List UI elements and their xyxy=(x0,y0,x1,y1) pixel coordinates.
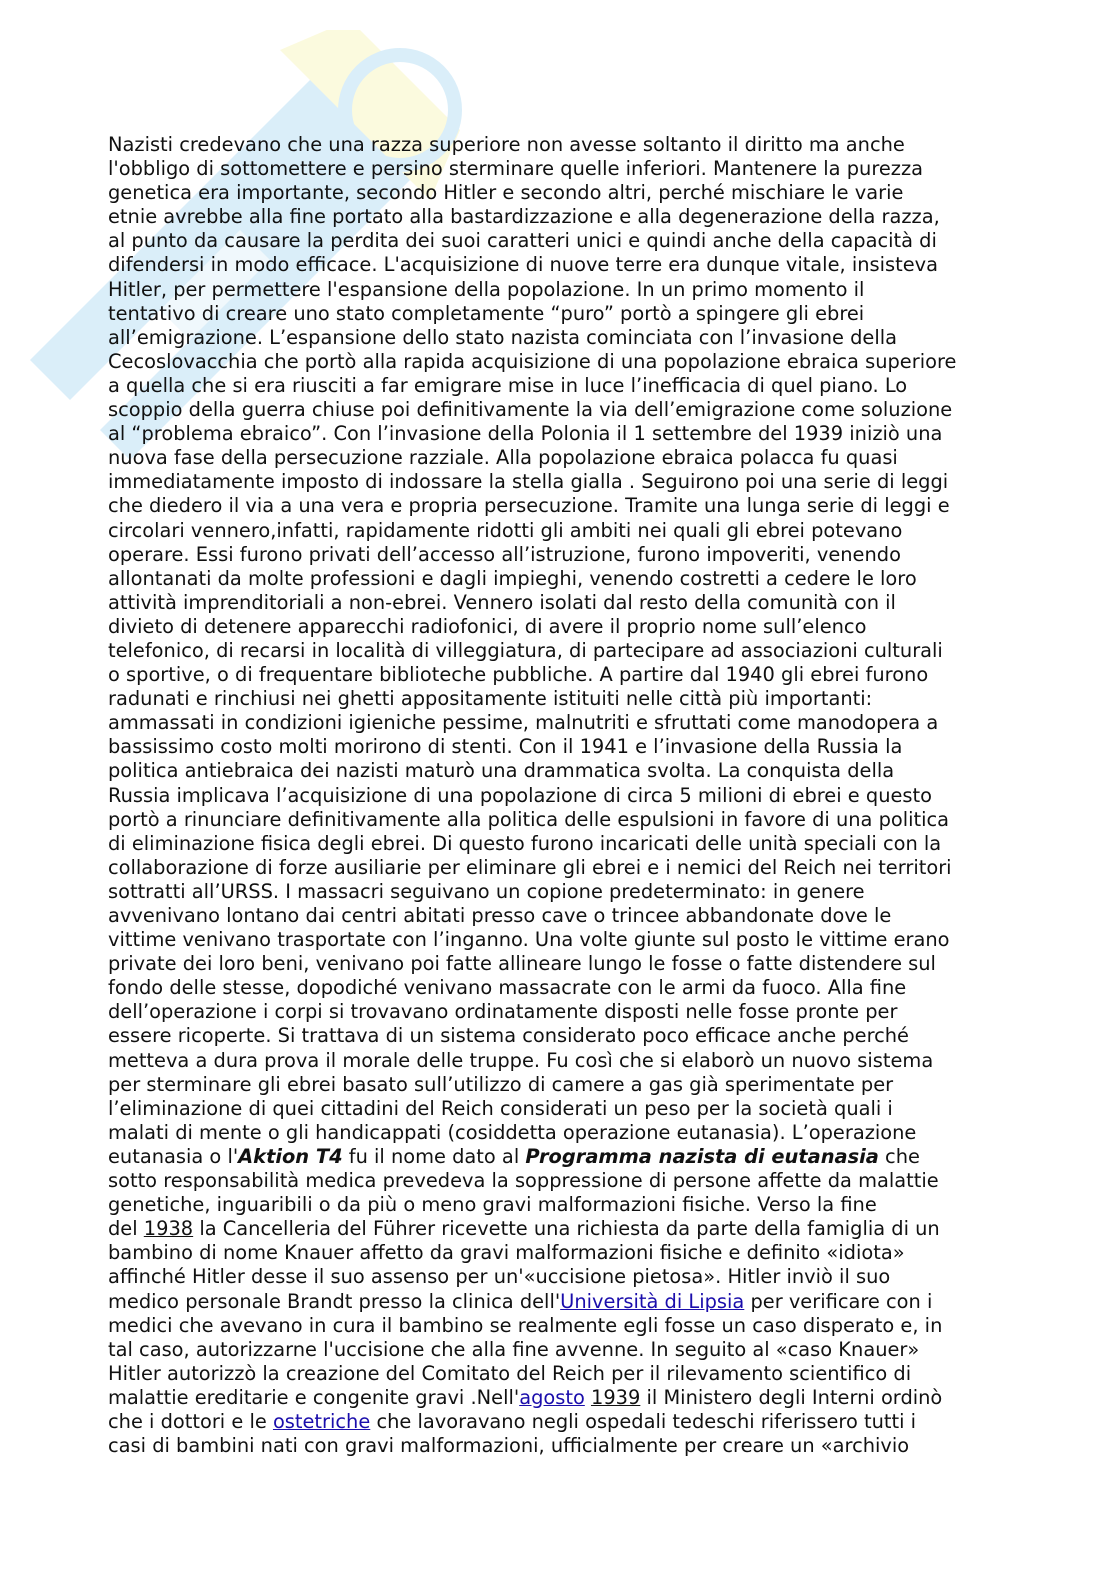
text-line: politica antiebraica dei nazisti maturò una drammatica svolta. La conquista della xyxy=(108,759,895,783)
text-line: portò a rinunciare definitivamente alla politica delle espulsioni in favore di una politica xyxy=(108,807,950,831)
text-line: medici che avevano in cura il bambino se realmente egli fosse un caso disperato e, in xyxy=(108,1313,943,1337)
bold-programma-eutanasia: Programma nazista di eutanasia xyxy=(525,1144,879,1168)
text-line: immediatamente imposto di indossare la stella gialla . Seguirono poi una serie di leggi xyxy=(108,470,949,494)
text-line: per sterminare gli ebrei basato sull’utilizzo di camere a gas già sperimentate per xyxy=(108,1072,894,1096)
text-line-last: casi di bambini nati con gravi malformazioni, ufficialmente per creare un «archivio xyxy=(108,1434,910,1458)
text-line: a quella che si era riusciti a far emigrare mise in luce l’inefficacia di quel piano. Lo xyxy=(108,373,908,397)
paragraph-lines-4 xyxy=(108,1314,1008,1386)
text-line: bambino di nome Knauer affetto da gravi malformazioni fisiche e definito «idiota» xyxy=(108,1241,905,1265)
link-ostetriche[interactable]: ostetriche xyxy=(272,1409,371,1433)
text-line: radunati e rinchiusi nei ghetti appositamente istituiti nelle città più importanti: xyxy=(108,687,873,711)
text-line: Hitler, per permettere l'espansione della popolazione. In un primo momento il xyxy=(108,277,865,301)
link-agosto[interactable]: agosto xyxy=(519,1385,585,1409)
text-line: tal caso, autorizzarne l'uccisione che alla fine avvenne. In seguito al «caso Knauer» xyxy=(108,1337,920,1361)
text-line: l'obbligo di sottomettere e persino sterminare quelle inferiori. Mantenere la purezza xyxy=(108,157,924,181)
text-line: al punto da causare la perdita dei suoi caratteri unici e quindi anche della capacità di xyxy=(108,229,937,253)
text-line-ostetriche: che i dottori e le ostetriche che lavoravano negli ospedali tedeschi riferissero tutti i xyxy=(108,1409,917,1433)
text-line: private dei loro beni, venivano poi fatte allineare lungo le fosse o fatte distendere sul xyxy=(108,952,936,976)
text-line: difendersi in modo efficace. L'acquisizione di nuove terre era dunque vitale, insisteva xyxy=(108,253,938,277)
text-line: allontanati da molte professioni e dagli impieghi, venendo costretti a cedere le loro xyxy=(108,566,917,590)
link-universita-di-lipsia[interactable]: Università di Lipsia xyxy=(560,1289,745,1313)
text-line: Hitler autorizzò la creazione del Comitato del Reich per il rilevamento scientifico di xyxy=(108,1361,912,1385)
text-line: telefonico, di recarsi in località di villeggiatura, di partecipare ad associazioni culturali xyxy=(108,638,943,662)
link-1938[interactable]: 1938 xyxy=(143,1217,194,1241)
text-line: attività imprenditoriali a non-ebrei. Vennero isolati dal resto della comunità con il xyxy=(108,590,896,614)
text-line: vittime venivano trasportate con l’inganno. Una volte giunte sul posto le vittime erano xyxy=(108,928,950,952)
text-line: affinché Hitler desse il suo assenso per un'«uccisione pietosa». Hitler inviò il suo xyxy=(108,1265,891,1289)
text-line: malati di mente o gli handicappati (cosiddetta operazione eutanasia). L’operazione xyxy=(108,1120,917,1144)
link-1939[interactable]: 1939 xyxy=(590,1385,641,1409)
text-line: o sportive, o di frequentare biblioteche pubbliche. A partire dal 1940 gli ebrei furono xyxy=(108,663,929,687)
text-line: operare. Essi furono privati dell’accesso all’istruzione, furono impoveriti, venendo xyxy=(108,542,901,566)
text-line: circolari vennero,infatti, rapidamente ridotti gli ambiti nei quali gli ebrei potevano xyxy=(108,518,903,542)
text-line: fondo delle stesse, dopodiché venivano massacrate con le armi da fuoco. Alla fine xyxy=(108,976,907,1000)
text-line: metteva a dura prova il morale delle truppe. Fu così che si elaborò un nuovo sistema xyxy=(108,1048,934,1072)
text-line: avvenivano lontano dai centri abitati presso cave o trincee abbandonate dove le xyxy=(108,904,892,927)
paragraph-lines-3 xyxy=(108,1241,1008,1289)
text-line-aktion: eutanasia o l'Aktion T4 fu il nome dato al Programma nazista di eutanasia che xyxy=(108,1144,920,1168)
text-line: Russia implicava l’acquisizione di una popolazione di circa 5 milioni di ebrei e questo xyxy=(108,783,932,807)
text-line: ammassati in condizioni igieniche pessime, malnutriti e sfruttati come manodopera a xyxy=(108,711,939,735)
text-line: genetica era importante, secondo Hitler e secondo altri, perché mischiare le varie xyxy=(108,181,904,205)
text-line: all’emigrazione. L’espansione dello stato nazista cominciata con l’invasione della xyxy=(108,325,897,349)
text-line: dell’operazione i corpi si trovavano ordinatamente disposti nelle fosse pronte per xyxy=(108,1000,898,1024)
text-line: sotto responsabilità medica prevedeva la soppressione di persone affette da malattie xyxy=(108,1169,939,1193)
text-line: collaborazione di forze ausiliarie per eliminare gli ebrei e i nemici del Reich nei territori xyxy=(108,855,952,879)
text-line-lipsia: medico personale Brandt presso la clinica dell'Università di Lipsia per verificare con i xyxy=(108,1289,933,1313)
paragraph-lines xyxy=(108,133,1008,1145)
text-line: divieto di detenere apparecchi radiofonici, di avere il proprio nome sull’elenco xyxy=(108,614,867,638)
text-line: Nazisti credevano che una razza superiore non avesse soltanto il diritto ma anche xyxy=(108,133,905,156)
text-line: etnie avrebbe alla fine portato alla bastardizzazione e alla degenerazione della razza, xyxy=(108,205,940,229)
text-line: genetiche, inguaribili o da più o meno gravi malformazioni fisiche. Verso la fine xyxy=(108,1193,877,1217)
text-line: di eliminazione fisica degli ebrei. Di questo furono incaricati delle unità speciali con la xyxy=(108,831,942,855)
text-line: scoppio della guerra chiuse poi definitivamente la via dell’emigrazione come soluzione xyxy=(108,398,953,422)
text-line: al “problema ebraico”. Con l’invasione della Polonia il 1 settembre del 1939 iniziò una xyxy=(108,422,943,446)
text-line: Cecoslovacchia che portò alla rapida acquisizione di una popolazione ebraica superiore xyxy=(108,349,957,373)
text-line-agosto: malattie ereditarie e congenite gravi .Nell'agosto 1939 il Ministero degli Interni ordinò xyxy=(108,1385,943,1409)
text-line: sottratti all’URSS. I massacri seguivano un copione predeterminato: in genere xyxy=(108,879,865,903)
text-line-1938: del 1938 la Cancelleria del Führer ricevette una richiesta da parte della famiglia di un xyxy=(108,1217,940,1241)
text-line: l’eliminazione di quei cittadini del Reich considerati un peso per la società quali i xyxy=(108,1096,893,1120)
bold-aktion-t4: Aktion T4 xyxy=(238,1144,343,1168)
text-line: bassissimo costo molti morirono di stenti. Con il 1941 e l’invasione della Russia la xyxy=(108,735,903,759)
paragraph-lines-2 xyxy=(108,1169,1008,1217)
text-line: che diedero il via a una vera e propria persecuzione. Tramite una lunga serie di leggi e xyxy=(108,494,950,518)
text-line: tentativo di creare uno stato completamente “puro” portò a spingere gli ebrei xyxy=(108,301,865,325)
text-line: essere ricoperte. Si trattava di un sistema considerato poco efficace anche perché xyxy=(108,1024,909,1048)
body-text xyxy=(108,133,1008,1458)
text-line: nuova fase della persecuzione razziale. Alla popolazione ebraica polacca fu quasi xyxy=(108,446,898,470)
